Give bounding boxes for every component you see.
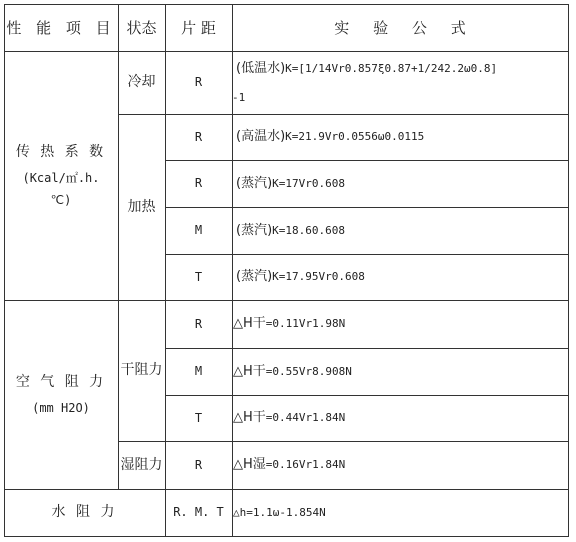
- formula-text: K=17.95Vr0.608: [272, 270, 365, 284]
- pitch-cell: T: [194, 269, 203, 284]
- formula-text: =0.11Vr1.98N: [265, 317, 346, 331]
- formula-cell: [232, 348, 569, 395]
- header-property: 性 能 项 目: [6, 18, 116, 37]
- formula-continuation: -1: [232, 90, 246, 104]
- formula-prefix: (高温水): [236, 129, 286, 145]
- formula-text: =0.55Vr8.908N: [265, 364, 352, 378]
- pitch-cell: M: [194, 223, 203, 238]
- formula-cell: [232, 51, 572, 114]
- wet-resistance-label: 湿阻力: [120, 456, 163, 473]
- air-resistance-unit: (mm H2O): [32, 400, 90, 415]
- formula-cell: [232, 160, 572, 207]
- heat-transfer-unit-1: (Kcal/㎡.h.: [22, 170, 100, 185]
- pitch-cell: R: [194, 316, 203, 331]
- formula-prefix: (低温水): [236, 61, 286, 77]
- formula-text: K=17Vr0.608: [272, 176, 346, 190]
- formula-text: K=18.60.608: [272, 223, 346, 237]
- formula-prefix: (蒸汽): [236, 175, 273, 191]
- air-resistance-title: 空 气 阻 力: [15, 373, 107, 390]
- air-resistance-label: [4, 300, 118, 489]
- formula-cell: [232, 395, 569, 441]
- pitch-cell: M: [194, 364, 203, 379]
- cooling-label: 冷却: [127, 74, 156, 91]
- formula-prefix: △H干: [233, 316, 266, 332]
- formula-prefix: △H干: [233, 363, 266, 379]
- formula-text: =0.44Vr1.84N: [265, 411, 346, 425]
- water-resistance-pitch: R. M. T: [173, 505, 224, 520]
- formula-prefix: (蒸汽): [236, 269, 273, 285]
- formula-cell: [232, 441, 569, 489]
- formula-prefix: △H湿: [233, 457, 266, 473]
- dry-resistance-label: 干阻力: [120, 362, 163, 379]
- formula-prefix: △H干: [233, 410, 266, 426]
- pitch-cell: R: [194, 176, 203, 191]
- formula-cell: [232, 114, 572, 160]
- pitch-cell: R: [194, 75, 203, 90]
- pitch-cell: R: [194, 457, 203, 472]
- heating-label: 加热: [127, 198, 156, 215]
- formula-text: K=[1/14Vr0.857ξ0.87+1/242.2ω0.8]: [285, 62, 498, 76]
- formula-cell: [232, 300, 569, 348]
- header-formula: 实 验 公 式: [334, 18, 466, 37]
- header-pitch: 片 距: [181, 18, 216, 37]
- formula-text: =0.16Vr1.84N: [265, 458, 346, 472]
- heat-transfer-unit-2: ℃): [50, 192, 72, 207]
- heat-transfer-label: [4, 51, 118, 300]
- pitch-cell: R: [194, 129, 203, 144]
- pitch-cell: T: [194, 410, 203, 425]
- formula-text: K=21.9Vr0.0556ω0.0115: [285, 130, 425, 144]
- water-resistance-label: 水 阻 力: [51, 504, 118, 521]
- formula-prefix: (蒸汽): [236, 222, 273, 238]
- formula-cell: [232, 207, 572, 254]
- heat-transfer-title: 传 热 系 数: [15, 143, 107, 160]
- header-state: 状态: [126, 18, 157, 37]
- water-resistance-formula: △h=1.1ω-1.854N: [233, 505, 326, 519]
- formula-cell: [232, 254, 572, 300]
